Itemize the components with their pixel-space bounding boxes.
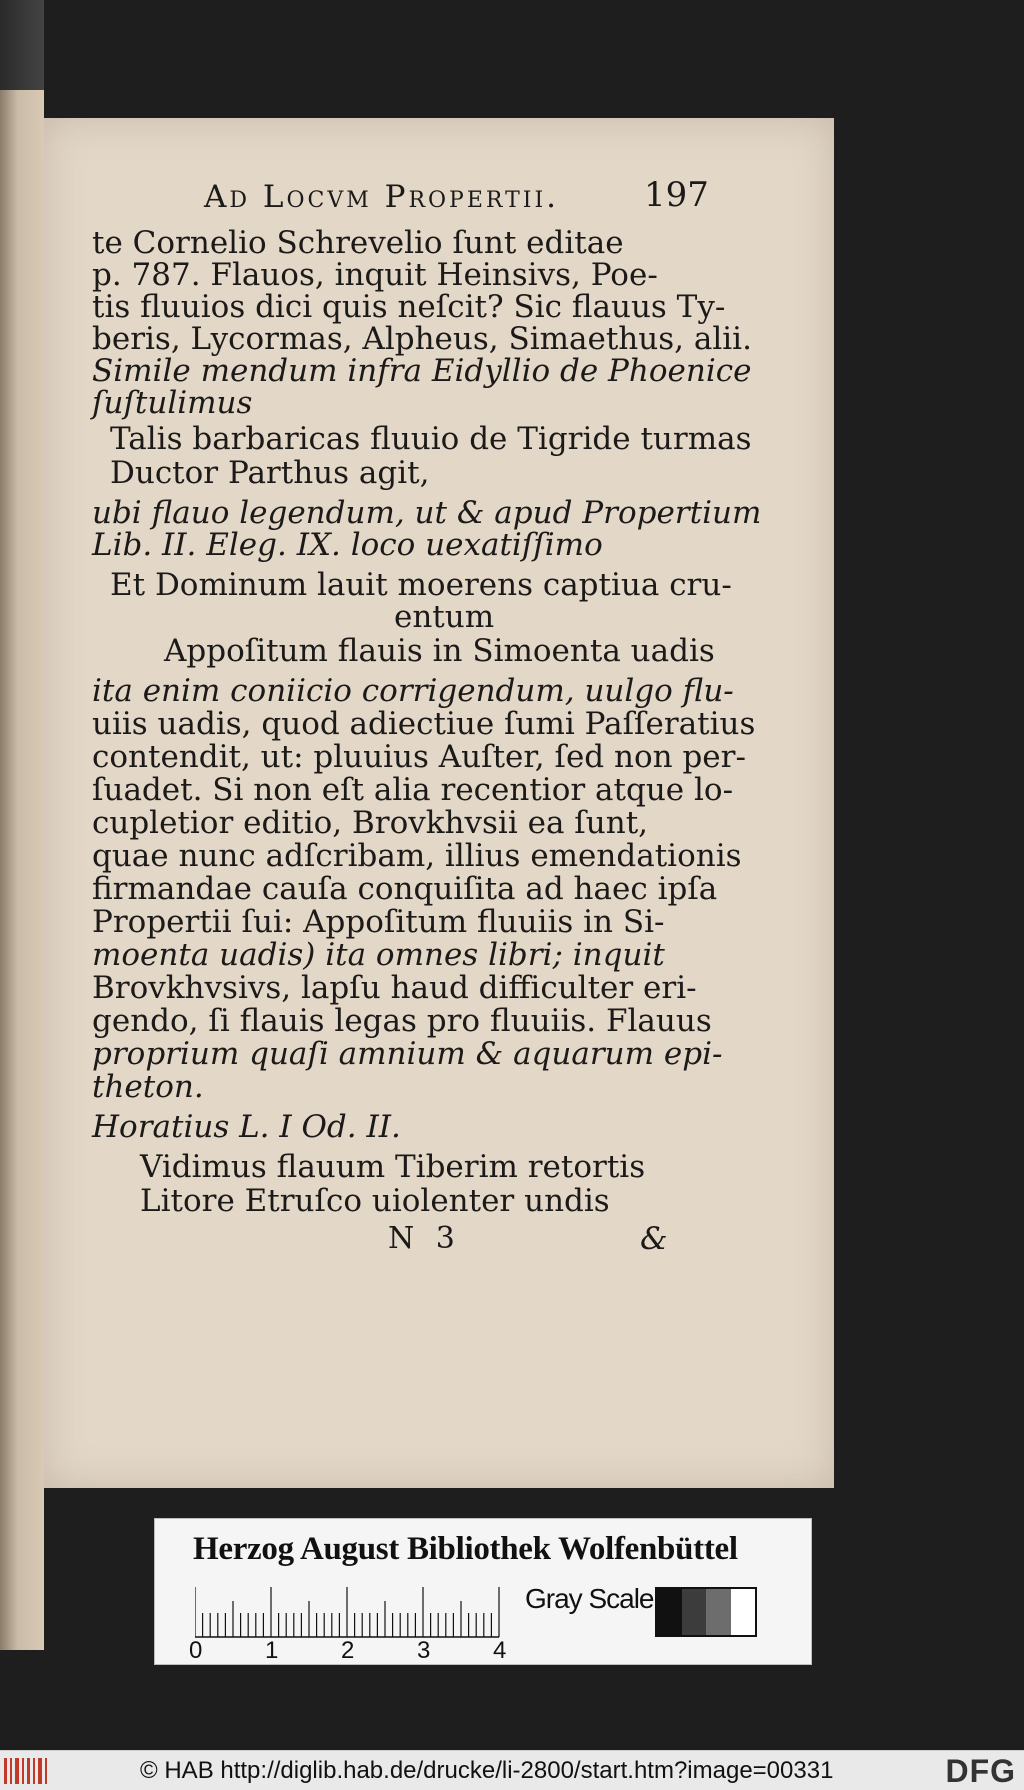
verse-line: Ductor Parthus agit, [110,455,430,491]
gray-swatch [657,1589,682,1635]
text-line: p. 787. Flauos, inquit Heinsivs, Poe- [92,257,658,293]
verse-line: entum [394,599,495,635]
ruler-label: 2 [341,1637,355,1664]
text-line: ſuadet. Si non eſt alia recentior atque lo- [92,772,734,808]
color-calibration-card [154,1518,812,1665]
verse-line: Et Dominum lauit moerens captiua cru- [110,567,732,603]
text-line: ita enim coniicio corrigendum, uulgo flu- [92,673,734,709]
ruler-label: 3 [417,1637,431,1664]
signature-mark: N 3 [388,1221,461,1256]
text-line: tis fluuios dici quis neſcit? Sic flauus Ty- [92,289,726,325]
page-number: 197 [644,175,709,215]
running-head: Ad Locvm Propertii. [204,179,560,215]
ruler-label: 1 [265,1637,279,1664]
ruler-scale [195,1581,515,1641]
text-line: cupletior editio, Brovkhvsii ea ſunt, [92,805,649,841]
catchword: & [640,1221,668,1257]
gray-swatch [682,1589,707,1635]
book-page [44,118,834,1488]
footer-bar [0,1750,1024,1790]
gray-scale-swatches [655,1587,757,1637]
ruler-label: 0 [189,1637,203,1664]
verse-line: Appoſitum flauis in Simoenta uadis [164,633,715,669]
text-line: theton. [92,1069,204,1105]
verse-line: Vidimus flauum Tiberim retortis [140,1149,646,1185]
text-line: contendit, ut: pluuius Auſter, ſed non per- [92,739,746,775]
text-line: proprium quaſi amnium & aquarum epi- [92,1036,723,1072]
text-line: Horatius L. I Od. II. [92,1109,401,1145]
text-line: quae nunc adſcribam, illius emendationis [92,838,742,874]
library-name: Herzog August Bibliothek Wolfenbüttel [193,1531,738,1567]
ruler-label: 4 [493,1637,507,1664]
text-line: Propertii ſui: Appoſitum fluuiis in Si- [92,904,665,940]
text-line: uiis uadis, quod adiectiue ſumi Paſſeratius [92,706,756,742]
gray-swatch [706,1589,731,1635]
text-line: ubi flauo legendum, ut & apud Propertium [92,495,762,531]
text-line: beris, Lycormas, Alpheus, Simaethus, alii. [92,321,752,357]
dfg-logo: DFG [945,1753,1016,1789]
barcode-icon [4,1758,48,1784]
text-line: te Cornelio Schrevelio ſunt editae [92,225,624,261]
text-line: Lib. II. Eleg. IX. loco uexatiſſimo [92,527,603,563]
text-line: moenta uadis) ita omnes libri; inquit [92,937,665,973]
text-line: firmandae cauſa conquiſita ad haec ipſa [92,871,718,907]
text-line: Simile mendum infra Eidyllio de Phoenice [92,353,752,389]
text-line: Brovkhvsivs, lapſu haud difficulter eri- [92,970,697,1006]
gray-scale-label: Gray Scale [525,1583,654,1614]
verse-line: Talis barbaricas fluuio de Tigride turmas [110,421,752,457]
verse-line: Litore Etruſco uiolenter undis [140,1183,610,1219]
text-line: ſuſtulimus [92,385,253,421]
gray-swatch [731,1589,756,1635]
copyright-link[interactable]: © HAB http://diglib.hab.de/drucke/li-2800/start.htm?image=00331 [140,1757,834,1784]
adjacent-page-edge [0,90,44,1650]
text-line: gendo, ſi flauis legas pro fluuiis. Flauus [92,1003,712,1039]
